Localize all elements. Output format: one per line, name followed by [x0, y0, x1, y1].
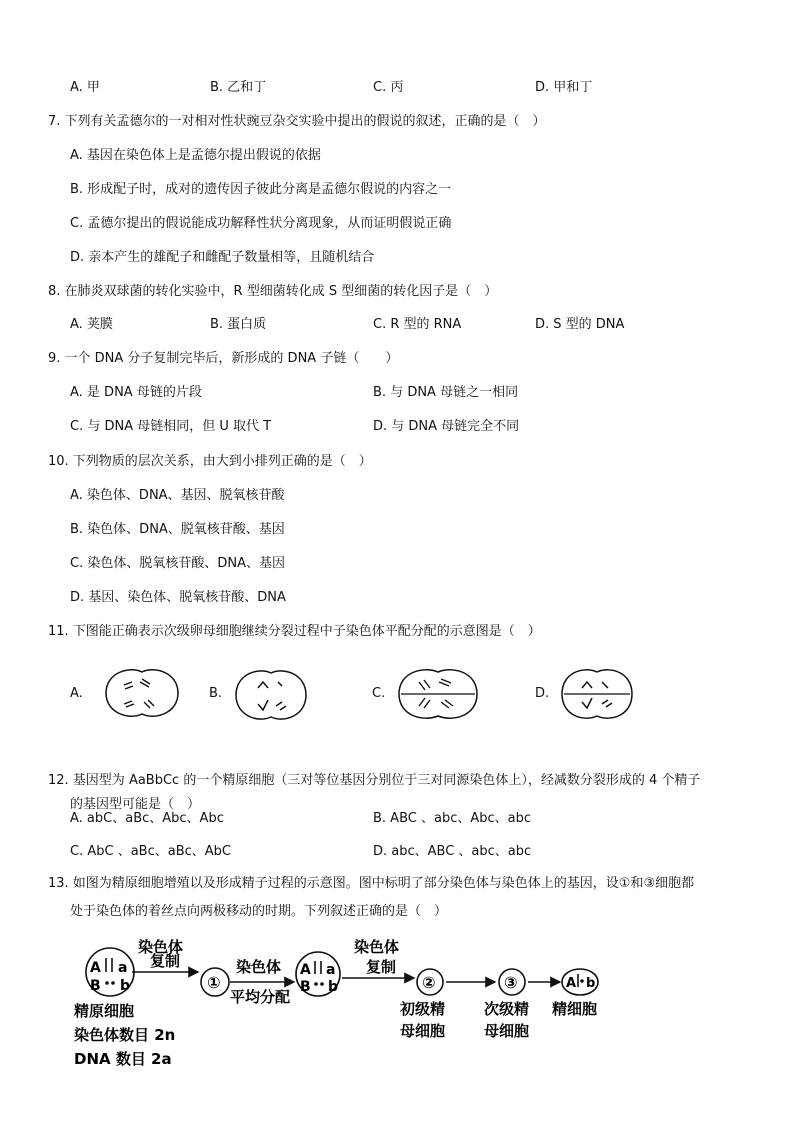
q10-option-b[interactable]: B. 染色体、DNA、脱氧核苷酸、基因	[70, 522, 285, 537]
q6-option-d[interactable]: D. 甲和丁	[535, 80, 593, 95]
gene-label: a	[326, 962, 336, 978]
q10-option-c[interactable]: C. 染色体、脱氧核苷酸、DNA、基因	[70, 556, 285, 571]
q11-stem: 11. 下图能正确表示次级卵母细胞继续分裂过程中子染色体平配分配的示意图是（ ）	[48, 624, 541, 639]
q8-option-b[interactable]: B. 蛋白质	[210, 317, 267, 332]
q6-option-b[interactable]: B. 乙和丁	[210, 80, 267, 95]
gene-label: A	[90, 960, 101, 976]
q8-option-d[interactable]: D. S 型的 DNA	[535, 317, 625, 332]
gene-label: a	[118, 960, 128, 976]
q12-option-d[interactable]: D. abc、ABC 、abc、abc	[373, 844, 532, 859]
q7-option-d[interactable]: D. 亲本产生的雄配子和雌配子数量相等，且随机结合	[70, 250, 375, 265]
gene-label: A	[300, 962, 311, 978]
q9-option-a[interactable]: A. 是 DNA 母链的片段	[70, 385, 202, 400]
gene-label: B	[90, 978, 101, 994]
q10-stem: 10. 下列物质的层次关系，由大到小排列正确的是（ ）	[48, 454, 372, 469]
label-secondary2: 母细胞	[484, 1022, 530, 1040]
arrow-label: 染色体	[236, 958, 282, 976]
label-dna-count: DNA 数目 2a	[74, 1050, 172, 1068]
q9-stem: 9. 一个 DNA 分子复制完毕后，新形成的 DNA 子链（ ）	[48, 351, 399, 366]
q9-option-c[interactable]: C. 与 DNA 母链相同，但 U 取代 T	[70, 419, 272, 434]
q7-option-a[interactable]: A. 基因在染色体上是孟德尔提出假说的依据	[70, 148, 321, 163]
label-primary: 初级精	[400, 1000, 446, 1018]
gene-label: A	[566, 976, 577, 991]
arrow-label: 染色体	[354, 938, 400, 956]
q12-option-b[interactable]: B. ABC 、abc、Abc、abc	[373, 811, 531, 826]
q12-option-c[interactable]: C. AbC 、aBc、aBc、AbC	[70, 844, 231, 859]
q11-cell-diagram-b[interactable]	[230, 664, 312, 726]
q10-option-d[interactable]: D. 基因、染色体、脱氧核苷酸、DNA	[70, 590, 286, 605]
q11-label-d[interactable]: D.	[535, 686, 550, 701]
q11-cell-diagram-c[interactable]	[393, 662, 483, 726]
q11-label-a[interactable]: A.	[70, 686, 83, 701]
q13-spermatogenesis-diagram	[70, 932, 630, 1082]
q11-label-c[interactable]: C.	[372, 686, 386, 701]
q8-option-c[interactable]: C. R 型的 RNA	[373, 317, 462, 332]
q9-option-d[interactable]: D. 与 DNA 母链完全不同	[373, 419, 520, 434]
q7-option-c[interactable]: C. 孟德尔提出的假说能成功解释性状分离现象，从而证明假说正确	[70, 216, 452, 231]
cell-1-label: ①	[207, 973, 221, 992]
q8-option-a[interactable]: A. 荚膜	[70, 317, 113, 332]
gene-label: b	[328, 979, 339, 995]
label-secondary: 次级精	[484, 1000, 530, 1018]
gene-label: B	[300, 979, 311, 995]
q6-option-a[interactable]: A. 甲	[70, 80, 100, 95]
q6-option-c[interactable]: C. 丙	[373, 80, 404, 95]
arrow-label: 染色体	[138, 938, 184, 956]
gene-label: b	[120, 978, 131, 994]
q11-cell-diagram-d[interactable]	[556, 662, 638, 726]
q11-cell-diagram-a[interactable]	[100, 664, 184, 722]
label-sperm: 精细胞	[552, 1000, 598, 1018]
gene-label: b	[586, 976, 596, 991]
q10-option-a[interactable]: A. 染色体、DNA、基因、脱氧核苷酸	[70, 488, 285, 503]
q13-stem-line1: 13. 如图为精原细胞增殖以及形成精子过程的示意图。图中标明了部分染色体与染色体上的基因，设①和③细胞都	[48, 876, 695, 891]
cell-3-label: ③	[504, 973, 518, 992]
q12-stem-line1: 12. 基因型为 AaBbCc 的一个精原细胞（三对等位基因分别位于三对同源染色体上），经减数分裂形成的 4 个精子	[48, 773, 701, 788]
arrow-label: 复制	[366, 958, 397, 976]
q7-stem: 7. 下列有关孟德尔的一对相对性状豌豆杂交实验中提出的假说的叙述，正确的是（ ）	[48, 114, 546, 129]
q13-stem-line2: 处于染色体的着丝点向两极移动的时期。下列叙述正确的是（ ）	[70, 904, 448, 919]
cell-2-label: ②	[422, 973, 436, 992]
q8-stem: 8. 在肺炎双球菌的转化实验中，R 型细菌转化成 S 型细菌的转化因子是（ ）	[48, 284, 498, 299]
arrow-label: 平均分配	[230, 988, 291, 1006]
q12-option-a[interactable]: A. abC、aBc、Abc、Abc	[70, 811, 224, 826]
q12-stem-line2: 的基因型可能是（ ）	[70, 797, 201, 812]
label-primary2: 母细胞	[400, 1022, 446, 1040]
label-spermatogonium: 精原细胞	[74, 1002, 135, 1020]
q11-label-b[interactable]: B.	[209, 686, 223, 701]
arrow-label: 复制	[150, 952, 181, 970]
q7-option-b[interactable]: B. 形成配子时，成对的遗传因子彼此分离是孟德尔假说的内容之一	[70, 182, 452, 197]
label-chrom-count: 染色体数目 2n	[74, 1026, 176, 1044]
q9-option-b[interactable]: B. 与 DNA 母链之一相同	[373, 385, 519, 400]
